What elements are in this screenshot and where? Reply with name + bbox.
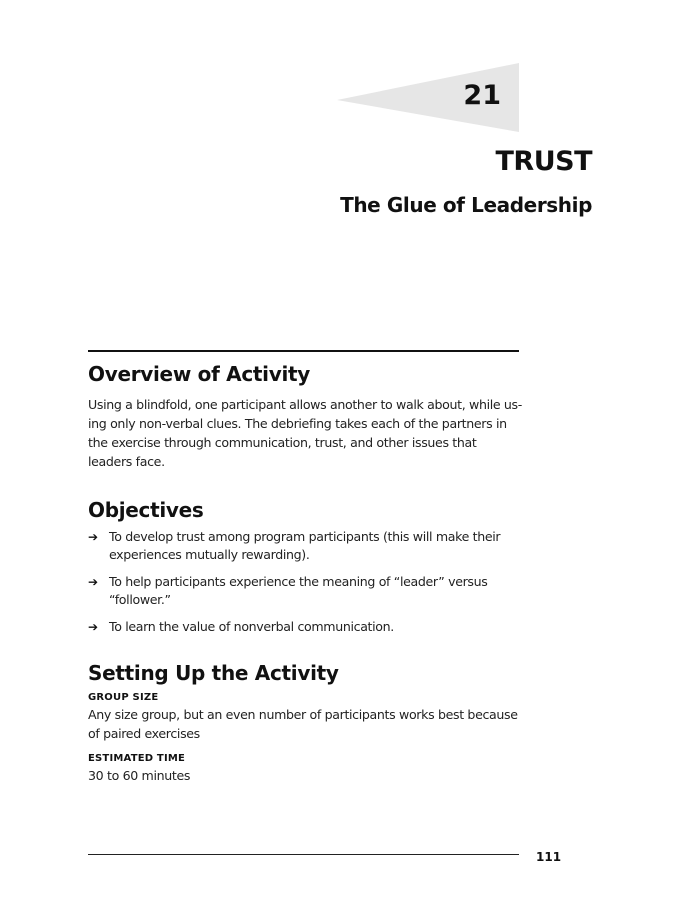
arrow-right-icon: ➔ bbox=[88, 530, 98, 544]
chapter-subtitle: The Glue of Leadership bbox=[340, 193, 592, 217]
bottom-divider bbox=[88, 854, 519, 855]
chapter-number: 21 bbox=[463, 80, 501, 111]
overview-text: Using a blindfold, one participant allows another to walk about, while us-ing only non-verbal clues. The debriefing takes each of the partners in the exercise through communication, trust, and other issues that leaders face. bbox=[88, 397, 522, 469]
arrow-right-icon: ➔ bbox=[88, 575, 98, 589]
objective-item bbox=[88, 573, 522, 609]
objectives-section bbox=[88, 498, 522, 636]
arrow-right-icon: ➔ bbox=[88, 620, 98, 634]
page-content bbox=[88, 362, 522, 794]
overview-heading: Overview of Activity bbox=[88, 362, 311, 386]
objective-item bbox=[88, 528, 522, 564]
objective-text: To help participants experience the meaning of “leader” versus “follower.” bbox=[109, 574, 488, 607]
objectives-list bbox=[88, 528, 522, 636]
estimated-time-label: ESTIMATED TIME bbox=[88, 753, 186, 764]
group-size-label: GROUP SIZE bbox=[88, 692, 159, 703]
chapter-title: TRUST bbox=[495, 146, 592, 177]
estimated-time-block bbox=[88, 752, 522, 785]
objectives-heading: Objectives bbox=[88, 498, 204, 522]
overview-section bbox=[88, 362, 522, 471]
page-number: 111 bbox=[536, 850, 562, 864]
chapter-tab bbox=[337, 63, 519, 132]
setup-section bbox=[88, 661, 522, 785]
estimated-time-text: 30 to 60 minutes bbox=[88, 768, 191, 783]
setup-heading: Setting Up the Activity bbox=[88, 661, 339, 685]
group-size-block bbox=[88, 691, 522, 743]
objective-text: To learn the value of nonverbal communication. bbox=[109, 619, 394, 634]
objective-item bbox=[88, 618, 522, 636]
top-divider bbox=[88, 350, 519, 352]
objective-text: To develop trust among program participants (this will make their experiences mutually rewarding). bbox=[109, 529, 501, 562]
group-size-text: Any size group, but an even number of participants works best because of paired exercises bbox=[88, 707, 518, 741]
